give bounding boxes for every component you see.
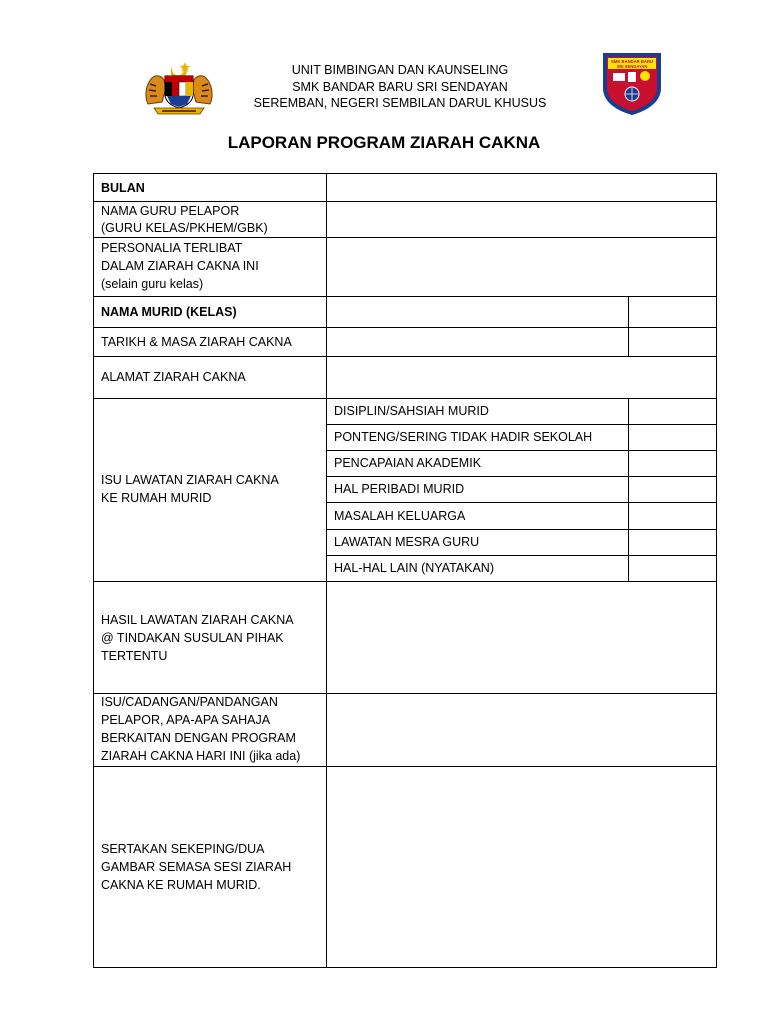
tarikh-field[interactable] <box>327 328 628 356</box>
svg-text:SRI SENDAYAN: SRI SENDAYAN <box>616 64 648 69</box>
issue-checkbox[interactable] <box>629 503 716 529</box>
nama-murid-field[interactable] <box>327 297 628 327</box>
label-cadangan-2: PELAPOR, APA-APA SAHAJA <box>101 713 271 727</box>
bulan-field[interactable] <box>327 174 716 201</box>
label-gambar-3: CAKNA KE RUMAH MURID. <box>101 878 261 892</box>
label-hasil: HASIL LAWATAN ZIARAH CAKNA <box>101 613 294 627</box>
label-gambar: SERTAKAN SEKEPING/DUA <box>101 842 265 856</box>
issue-option-label: HAL-HAL LAIN (NYATAKAN) <box>334 561 494 575</box>
school-crest-logo <box>598 48 666 116</box>
label-nama-murid: NAMA MURID (KELAS) <box>101 305 237 319</box>
label-hasil-3: TERTENTU <box>101 649 168 663</box>
label-bulan: BULAN <box>101 181 145 195</box>
label-isu-2: KE RUMAH MURID <box>101 491 212 505</box>
school-name: SMK BANDAR BARU SRI SENDAYAN <box>292 79 508 94</box>
label-cadangan-3: BERKAITAN DENGAN PROGRAM <box>101 731 296 745</box>
issue-option-label: HAL PERIBADI MURID <box>334 482 465 496</box>
issue-checkbox[interactable] <box>629 477 716 502</box>
label-alamat: ALAMAT ZIARAH CAKNA <box>101 370 246 384</box>
issue-option-label: PONTENG/SERING TIDAK HADIR SEKOLAH <box>334 430 593 444</box>
label-cadangan-4: ZIARAH CAKNA HARI INI (jika ada) <box>101 749 301 763</box>
label-nama-guru: NAMA GURU PELAPOR <box>101 204 240 218</box>
svg-text:SMK BANDAR BARU: SMK BANDAR BARU <box>611 59 653 64</box>
report-form-table <box>93 173 717 968</box>
letterhead <box>200 62 600 112</box>
issue-checkbox[interactable] <box>629 425 716 450</box>
masa-field[interactable] <box>629 328 716 356</box>
label-personalia: PERSONALIA TERLIBAT <box>101 241 243 255</box>
issue-checkbox[interactable] <box>629 530 716 555</box>
unit-name: UNIT BIMBINGAN DAN KAUNSELING <box>291 63 509 77</box>
label-personalia-note: (selain guru kelas) <box>101 277 204 291</box>
personalia-field[interactable] <box>327 238 716 296</box>
kelas-field[interactable] <box>629 297 716 327</box>
report-title: LAPORAN PROGRAM ZIARAH CAKNA <box>227 133 541 152</box>
issue-checkbox[interactable] <box>629 451 716 476</box>
hasil-field[interactable] <box>327 582 716 693</box>
label-gambar-2: GAMBAR SEMASA SESI ZIARAH <box>101 860 292 874</box>
alamat-field[interactable] <box>327 357 716 398</box>
issue-checkbox[interactable] <box>629 556 716 581</box>
cadangan-field[interactable] <box>327 694 716 766</box>
issue-option-label: MASALAH KELUARGA <box>334 509 466 523</box>
label-nama-guru-sub: (GURU KELAS/PKHEM/GBK) <box>101 221 268 235</box>
issue-option-label: LAWATAN MESRA GURU <box>334 535 480 549</box>
label-personalia-2: DALAM ZIARAH CAKNA INI <box>101 259 259 273</box>
school-address: SEREMBAN, NEGERI SEMBILAN DARUL KHUSUS <box>253 96 547 110</box>
nama-guru-field[interactable] <box>327 202 716 237</box>
label-tarikh: TARIKH & MASA ZIARAH CAKNA <box>101 335 292 349</box>
issue-checkbox[interactable] <box>629 399 716 424</box>
issue-option-label: PENCAPAIAN AKADEMIK <box>334 456 482 470</box>
label-hasil-2: @ TINDAKAN SUSULAN PIHAK <box>101 631 284 645</box>
label-isu: ISU LAWATAN ZIARAH CAKNA <box>101 473 279 487</box>
label-cadangan: ISU/CADANGAN/PANDANGAN <box>101 695 278 709</box>
gambar-upload-area[interactable] <box>327 767 716 967</box>
issue-option-label: DISIPLIN/SAHSIAH MURID <box>334 404 489 418</box>
